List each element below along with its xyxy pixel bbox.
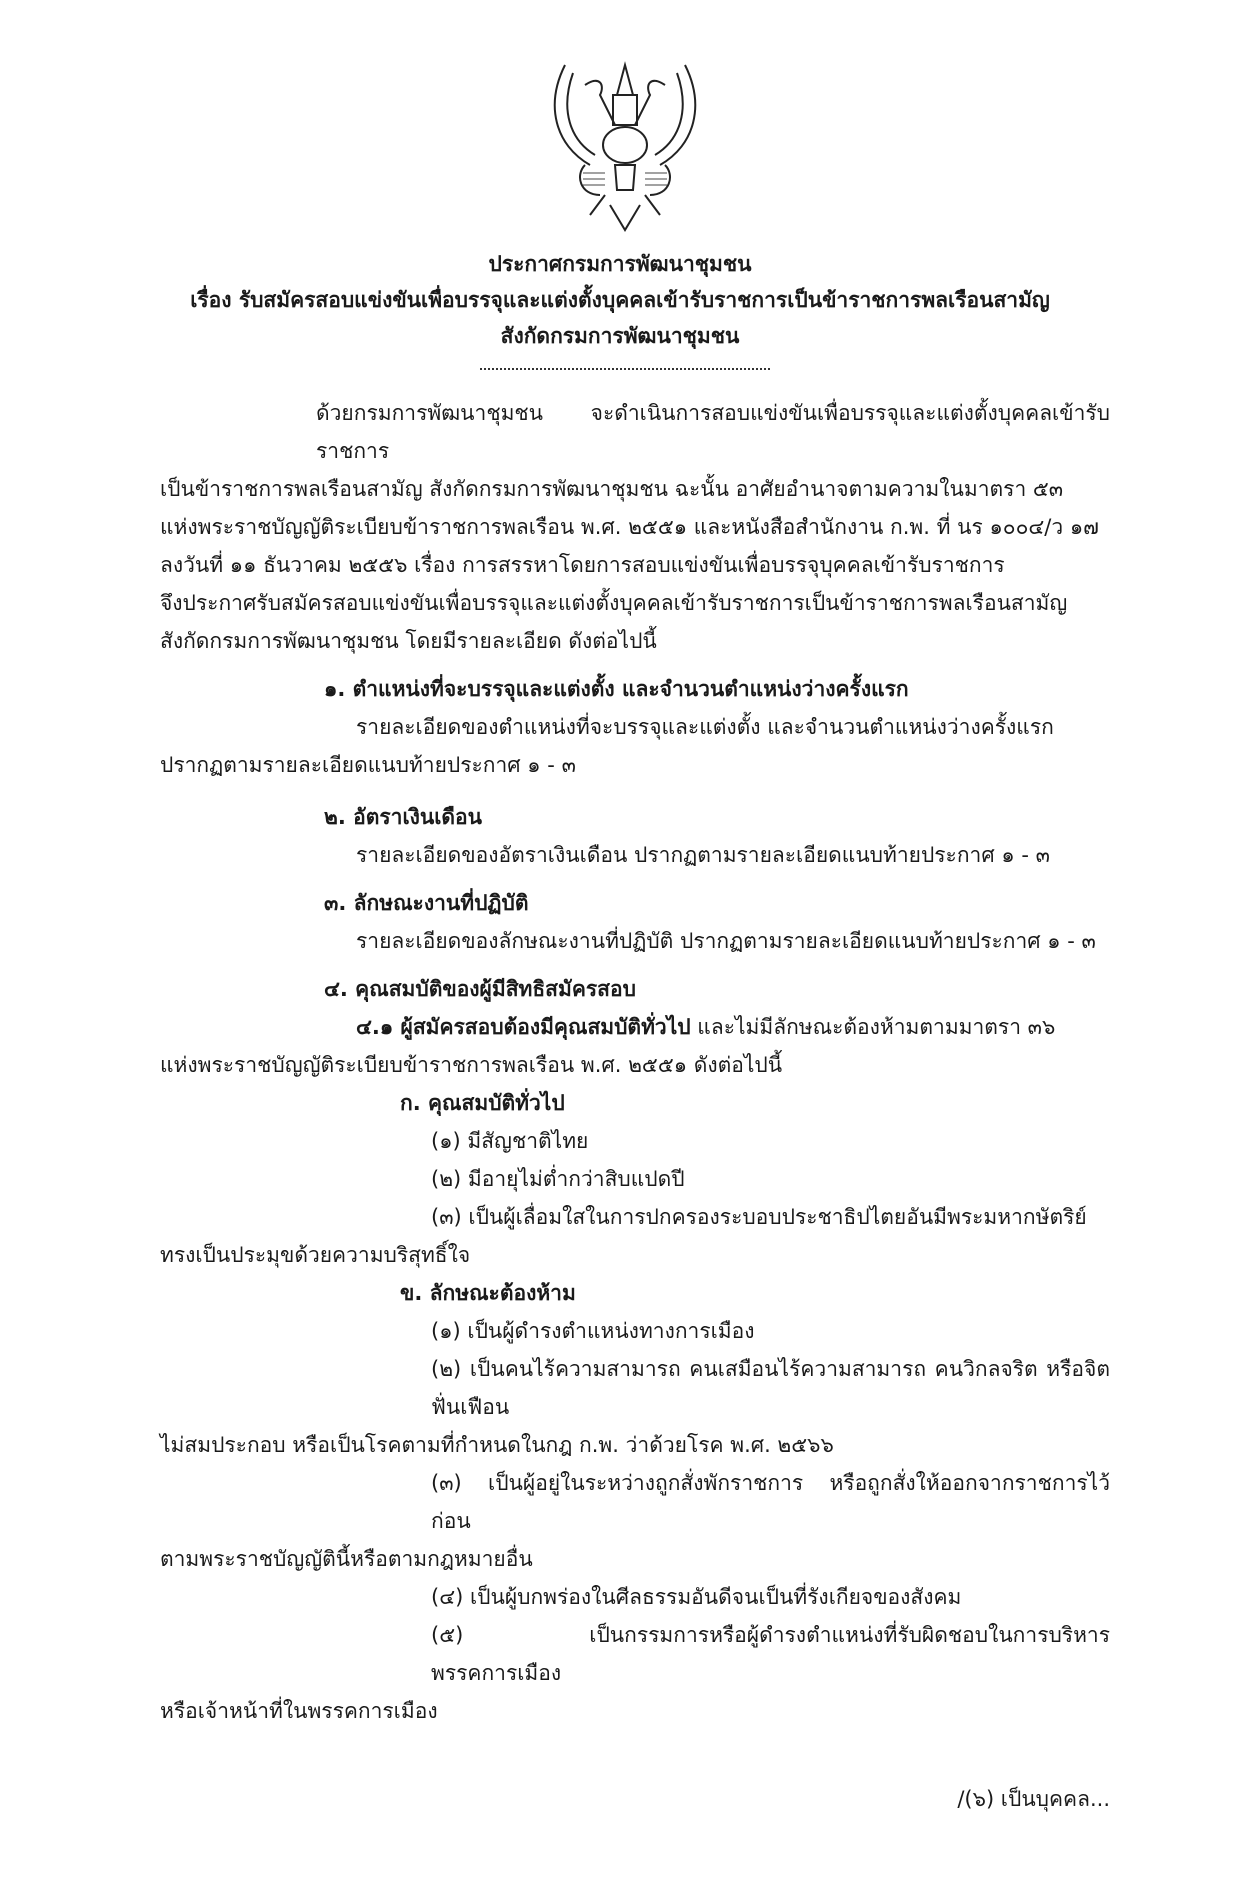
prohibition-item-cont: ไม่สมประกอบ หรือเป็นโรคตามที่กำหนดในกฎ ก.พ. ว่าด้วยโรค พ.ศ. ๒๕๖๖ (160, 1433, 834, 1457)
prohibition-item: (๓) เป็นผู้อยู่ในระหว่างถูกสั่งพักราชการ หรือถูกสั่งให้ออกจากราชการไว้ก่อน (431, 1471, 1110, 1533)
qualification-heading: ก. คุณสมบัติทั่วไป (400, 1091, 565, 1115)
section-4-1-bold: ๔.๑ ผู้สมัครสอบต้องมีคุณสมบัติทั่วไป (356, 1015, 691, 1039)
separator-dotted-line (480, 368, 770, 370)
section-4-heading: ๔. คุณสมบัติของผู้มีสิทธิสมัครสอบ (324, 977, 636, 1001)
qualification-item-cont: ทรงเป็นประมุขด้วยความบริสุทธิ์ใจ (160, 1243, 471, 1267)
section-4-1 (160, 1008, 1110, 1046)
document-title: ประกาศกรมการพัฒนาชุมชน (488, 252, 752, 276)
prohibition-item-cont: หรือเจ้าหน้าที่ในพรรคการเมือง (160, 1699, 438, 1723)
intro-line: จึงประกาศรับสมัครสอบแข่งขันเพื่อบรรจุและแต่งตั้งบุคคลเข้ารับราชการเป็นข้าราชการพลเรือนสามัญ (160, 591, 1068, 615)
intro-line: เป็นข้าราชการพลเรือนสามัญ สังกัดกรมการพัฒนาชุมชน ฉะนั้น อาศัยอำนาจตามความในมาตรา ๕๓ (160, 477, 1064, 501)
qualification-item: (๒) มีอายุไม่ต่ำกว่าสิบแปดปี (431, 1167, 685, 1191)
section-4-1-cont: แห่งพระราชบัญญัติระเบียบข้าราชการพลเรือน พ.ศ. ๒๕๕๑ ดังต่อไปนี้ (160, 1053, 783, 1077)
intro-line: ด้วยกรมการพัฒนาชุมชน จะดำเนินการสอบแข่งขันเพื่อบรรจุและแต่งตั้งบุคคลเข้ารับราชการ (316, 401, 1110, 463)
section-1-heading: ๑. ตำแหน่งที่จะบรรจุและแต่งตั้ง และจำนวนตำแหน่งว่างครั้งแรก (324, 677, 909, 701)
prohibition-item-cont: ตามพระราชบัญญัตินี้หรือตามกฎหมายอื่น (160, 1547, 533, 1571)
qualification-item: (๓) เป็นผู้เลื่อมใสในการปกครองระบอบประชาธิปไตยอันมีพระมหากษัตริย์ (431, 1205, 1087, 1229)
section-2-heading: ๒. อัตราเงินเดือน (324, 805, 483, 829)
qualification-item: (๑) มีสัญชาติไทย (431, 1129, 589, 1153)
section-2-body: รายละเอียดของอัตราเงินเดือน ปรากฏตามรายละเอียดแนบท้ายประกาศ ๑ - ๓ (356, 843, 1050, 867)
document-subject-continued: สังกัดกรมการพัฒนาชุมชน (500, 324, 740, 348)
prohibition-heading: ข. ลักษณะต้องห้าม (400, 1281, 576, 1305)
page-continuation: /(๖) เป็นบุคคล... (957, 1787, 1110, 1811)
prohibition-item: (๕) เป็นกรรมการหรือผู้ดำรงตำแหน่งที่รับผิดชอบในการบริหารพรรคการเมือง (431, 1623, 1110, 1685)
intro-line: สังกัดกรมการพัฒนาชุมชน โดยมีรายละเอียด ดังต่อไปนี้ (160, 629, 657, 653)
section-3-body: รายละเอียดของลักษณะงานที่ปฏิบัติ ปรากฏตามรายละเอียดแนบท้ายประกาศ ๑ - ๓ (356, 929, 1096, 953)
prohibition-item: (๑) เป็นผู้ดำรงตำแหน่งทางการเมือง (431, 1319, 755, 1343)
prohibition-item: (๔) เป็นผู้บกพร่องในศีลธรรมอันดีจนเป็นที่รังเกียจของสังคม (431, 1585, 962, 1609)
section-4-1-rest: และไม่มีลักษณะต้องห้ามตามมาตรา ๓๖ (690, 1015, 1056, 1039)
intro-line: ลงวันที่ ๑๑ ธันวาคม ๒๕๕๖ เรื่อง การสรรหาโดยการสอบแข่งขันเพื่อบรรจุบุคคลเข้ารับราชการ (160, 553, 1005, 577)
section-3-heading: ๓. ลักษณะงานที่ปฏิบัติ (324, 891, 529, 915)
prohibition-item: (๒) เป็นคนไร้ความสามารถ คนเสมือนไร้ความสามารถ คนวิกลจริต หรือจิตฟั่นเฟือน (431, 1357, 1110, 1419)
intro-line: แห่งพระราชบัญญัติระเบียบข้าราชการพลเรือน พ.ศ. ๒๕๕๑ และหนังสือสำนักงาน ก.พ. ที่ นร ๑๐๐๔/ว ๑๗ (160, 515, 1099, 539)
document-subject: เรื่อง รับสมัครสอบแข่งขันเพื่อบรรจุและแต่งตั้งบุคคลเข้ารับราชการเป็นข้าราชการพลเรือนสามัญ (190, 288, 1050, 312)
section-1-body-cont: ปรากฏตามรายละเอียดแนบท้ายประกาศ ๑ - ๓ (160, 753, 576, 777)
section-1-body: รายละเอียดของตำแหน่งที่จะบรรจุและแต่งตั้ง และจำนวนตำแหน่งว่างครั้งแรก (356, 715, 1054, 739)
